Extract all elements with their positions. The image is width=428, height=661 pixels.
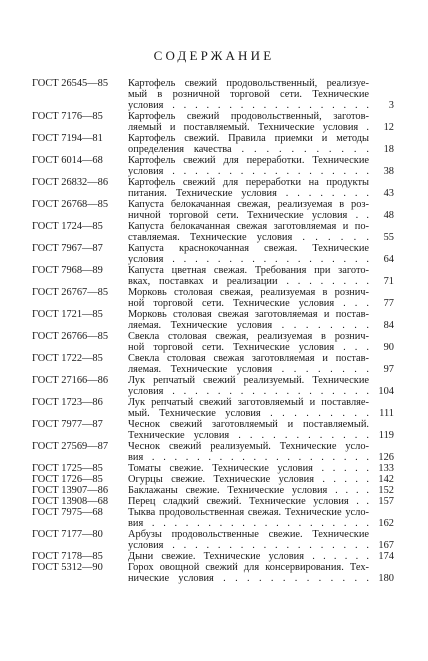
gost-number: ГОСТ 6014—68 xyxy=(32,155,103,166)
page-number: 48 xyxy=(383,210,394,222)
page-number: 167 xyxy=(378,540,394,552)
page-number: 180 xyxy=(378,573,394,585)
gost-number: ГОСТ 1721—85 xyxy=(32,309,103,320)
entry-title-line: Картофель свежий. Правила приемки и методы xyxy=(128,133,369,144)
page-number: 157 xyxy=(378,496,394,507)
page-number: 119 xyxy=(378,430,394,442)
entry-title xyxy=(128,353,369,375)
gost-number: ГОСТ 1726—85 xyxy=(32,474,103,485)
entry-title-line: Картофель свежий для переработки. Технические xyxy=(128,155,369,166)
gost-number: ГОСТ 7967—87 xyxy=(32,243,103,254)
gost-number: ГОСТ 1724—85 xyxy=(32,221,103,232)
entry-title-line: условия . . . . . . . . . . . . . . . . . . xyxy=(128,254,369,266)
page-number: 97 xyxy=(383,364,394,376)
entry-title-line: Горох овощной свежий для консервирования. Тех- xyxy=(128,562,369,573)
page-number: 126 xyxy=(378,452,394,464)
entry-title xyxy=(128,155,369,177)
entry-title-line: Лук репчатый свежий реализуемый. Технические xyxy=(128,375,369,386)
gost-number: ГОСТ 5312—90 xyxy=(32,562,103,573)
gost-number: ГОСТ 26766—85 xyxy=(32,331,109,342)
entry-title xyxy=(128,199,369,221)
entry-title-line: Томаты свежие. Технические условия . . . . . xyxy=(128,463,369,474)
entry-title-line: Картофель свежий для переработки на продукты xyxy=(128,177,369,188)
entry-title xyxy=(128,441,369,463)
entry-title-line: Картофель свежий продовольственный, реализуе- xyxy=(128,78,369,89)
gost-number: ГОСТ 7977—87 xyxy=(32,419,103,430)
entry-title-line: Огурцы свежие. Технические условия . . . . . xyxy=(128,474,369,485)
gost-number: ГОСТ 7176—85 xyxy=(32,111,103,122)
page-number: 174 xyxy=(378,551,394,562)
entry-title xyxy=(128,485,369,496)
page-number: 90 xyxy=(383,342,394,354)
entry-title xyxy=(128,562,369,584)
gost-number: ГОСТ 26767—85 xyxy=(32,287,109,298)
gost-number: ГОСТ 7975—68 xyxy=(32,507,103,518)
gost-number: ГОСТ 1723—86 xyxy=(32,397,103,408)
page-number: 12 xyxy=(383,122,394,134)
entry-title-line: ляемый и поставляемый. Технические условия . xyxy=(128,122,369,134)
entry-title-line: Капуста белокачанная свежая, реализуемая в роз- xyxy=(128,199,369,210)
entry-title-line: нические условия . . . . . . . . . . . . . xyxy=(128,573,369,585)
entry-title xyxy=(128,287,369,309)
page-number: 18 xyxy=(383,144,394,156)
page-number: 162 xyxy=(378,518,394,530)
entry-title xyxy=(128,78,369,111)
page-number: 77 xyxy=(383,298,394,310)
page-number: 38 xyxy=(383,166,394,178)
entry-title-line: Свекла столовая свежая заготовляемая и постав- xyxy=(128,353,369,364)
entry-title xyxy=(128,265,369,287)
entry-title-line: Чеснок свежий заготовляемый и поставляемый. xyxy=(128,419,369,430)
entry-title-line: вках, поставках и реализации . . . . . . . . xyxy=(128,276,369,288)
page-number: 142 xyxy=(378,474,394,485)
gost-number: ГОСТ 26832—86 xyxy=(32,177,109,188)
page-number: 133 xyxy=(378,463,394,474)
entry-title-line: условия . . . . . . . . . . . . . . . . . . xyxy=(128,540,369,552)
page-number: 71 xyxy=(383,276,394,288)
gost-number: ГОСТ 7177—80 xyxy=(32,529,103,540)
entry-title xyxy=(128,221,369,243)
entry-title-line: Капуста цветная свежая. Требования при загото- xyxy=(128,265,369,276)
page-number: 43 xyxy=(383,188,394,200)
entry-title-line: мый в розничной торговой сети. Технические xyxy=(128,89,369,101)
entry-title-line: ной торговой сети. Технические условия . . . xyxy=(128,298,369,310)
entry-title-line: вия . . . . . . . . . . . . . . . . . . . . xyxy=(128,452,369,464)
gost-number: ГОСТ 7194—81 xyxy=(32,133,103,144)
page-title: СОДЕРЖАНИЕ xyxy=(153,48,275,63)
entry-title-line: Капуста краснокочанная свежая. Технические xyxy=(128,243,369,254)
entry-title-line: Морковь столовая свежая, реализуемая в рознич- xyxy=(128,287,369,298)
entry-title-line: Морковь столовая свежая заготовляемая и постав- xyxy=(128,309,369,320)
entry-title-line: ной торговой сети. Технические условия . . . xyxy=(128,342,369,354)
entry-title xyxy=(128,463,369,474)
entry-title-line: Баклажаны свежие. Технические условия . . . . xyxy=(128,485,369,496)
entry-title-line: ничной торговой сети. Технические условия . . xyxy=(128,210,369,222)
entry-title xyxy=(128,177,369,199)
entry-title-line: ляемая. Технические условия . . . . . . . . xyxy=(128,320,369,332)
entry-title xyxy=(128,111,369,133)
entry-title-line: условия . . . . . . . . . . . . . . . . . . xyxy=(128,386,369,398)
page-number: 3 xyxy=(388,100,394,112)
entry-title-line: Дыни свежие. Технические условия . . . . . . xyxy=(128,551,369,562)
entry-title-line: Картофель свежий продовольственный, заготов- xyxy=(128,111,369,122)
entry-title xyxy=(128,375,369,397)
entry-title-line: Арбузы продовольственные свежие. Технические xyxy=(128,529,369,540)
page-number: 152 xyxy=(378,485,394,496)
entry-title xyxy=(128,474,369,485)
entry-title xyxy=(128,529,369,551)
gost-number: ГОСТ 26768—85 xyxy=(32,199,109,210)
gost-number: ГОСТ 13907—86 xyxy=(32,485,109,496)
entry-title-line: Капуста белокачанная свежая заготовляемая и по- xyxy=(128,221,369,232)
page-number: 111 xyxy=(379,408,394,420)
entry-title xyxy=(128,331,369,353)
entry-title-line: условия . . . . . . . . . . . . . . . . . . xyxy=(128,100,369,112)
entry-title-line: Чеснок свежий реализуемый. Технические усло- xyxy=(128,441,369,452)
gost-number: ГОСТ 7178—85 xyxy=(32,551,103,562)
entry-title xyxy=(128,309,369,331)
entry-title-line: условия . . . . . . . . . . . . . . . . . . xyxy=(128,166,369,178)
entry-title xyxy=(128,507,369,529)
gost-number: ГОСТ 27569—87 xyxy=(32,441,109,452)
gost-number: ГОСТ 27166—86 xyxy=(32,375,109,386)
entry-title-line: мый. Технические условия . . . . . . . . . xyxy=(128,408,369,420)
entry-title xyxy=(128,551,369,562)
entry-title xyxy=(128,133,369,155)
gost-number: ГОСТ 1725—85 xyxy=(32,463,103,474)
entry-title-line: Технические условия . . . . . . . . . . . . xyxy=(128,430,369,442)
page-number: 64 xyxy=(383,254,394,266)
page-number: 104 xyxy=(378,386,394,398)
entry-title-line: Перец сладкий свежий. Технические условия . . xyxy=(128,496,369,507)
entry-title-line: ляемая. Технические условия . . . . . . . . xyxy=(128,364,369,376)
page-number: 84 xyxy=(383,320,394,332)
entry-title-line: Лук репчатый свежий заготовляемый и поставляе- xyxy=(128,397,369,408)
entry-title-line: Свекла столовая свежая, реализуемая в рознич- xyxy=(128,331,369,342)
entry-title xyxy=(128,419,369,441)
entry-title-line: Тыква продовольственная свежая. Технические усло- xyxy=(128,507,369,518)
entry-title-line: определения качества . . . . . . . . . . . xyxy=(128,144,369,156)
entry-title-line: вия . . . . . . . . . . . . . . . . . . . . xyxy=(128,518,369,530)
entry-title xyxy=(128,243,369,265)
gost-number: ГОСТ 26545—85 xyxy=(32,78,109,89)
gost-number: ГОСТ 7968—89 xyxy=(32,265,103,276)
entry-title-line: питания. Технические условия . . . . . . . . xyxy=(128,188,369,200)
entry-title xyxy=(128,397,369,419)
page-number: 55 xyxy=(383,232,394,244)
entry-title-line: ставляемая. Технические условия . . . . . . xyxy=(128,232,369,244)
entry-title xyxy=(128,496,369,507)
gost-number: ГОСТ 1722—85 xyxy=(32,353,103,364)
gost-number: ГОСТ 13908—68 xyxy=(32,496,109,507)
